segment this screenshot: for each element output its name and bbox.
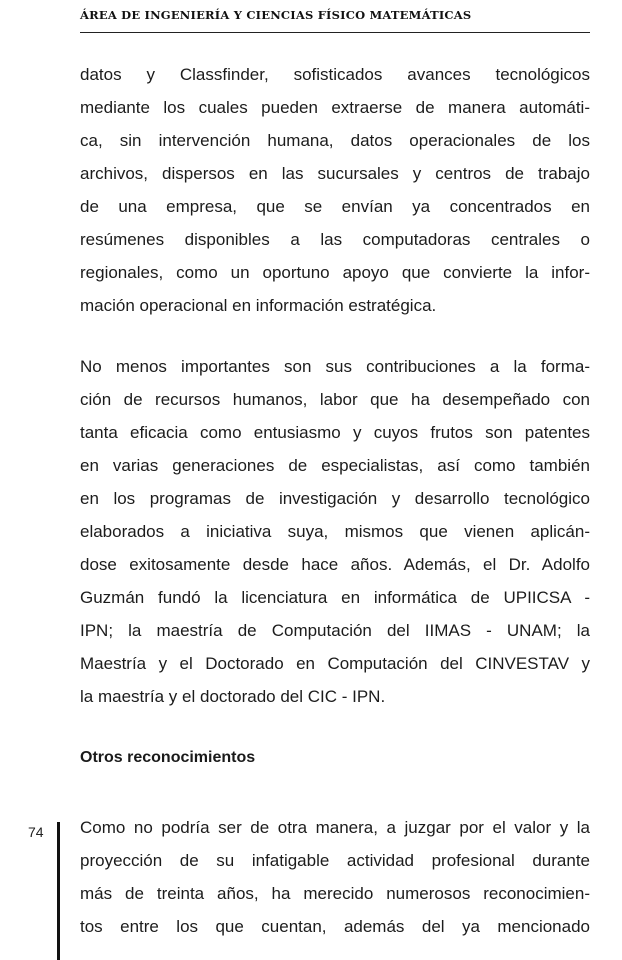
paragraph-line: regionales, como un oportuno apoyo que convierte la infor- [80,263,590,282]
margin-bar [57,822,60,960]
paragraph-line: ción de recursos humanos, labor que ha desempeñado con [80,390,590,409]
paragraph-line: resúmenes disponibles a las computadoras centrales o [80,230,590,249]
paragraph-line: IPN; la maestría de Computación del IIMAS - UNAM; la [80,621,590,640]
paragraph-line: tos entre los que cuentan, además del ya mencionado [80,917,590,936]
paragraph-line: Como no podría ser de otra manera, a juzgar por el valor y la [80,818,590,837]
running-header-title: ÁREA DE INGENIERÍA Y CIENCIAS FÍSICO MATEMÁTICAS [80,8,472,22]
paragraph-line: tanta eficacia como entusiasmo y cuyos frutos son patentes [80,423,590,442]
paragraph-line: mación operacional en información estratégica. [80,296,437,315]
paragraph-1 [80,58,590,322]
paragraph-line: más de treinta años, ha merecido numerosos reconocimien- [80,884,590,903]
paragraph-line: Guzmán fundó la licenciatura en informática de UPIICSA - [80,588,590,607]
paragraph-line: mediante los cuales pueden extraerse de manera automáti- [80,98,590,117]
paragraph-line: en varias generaciones de especialistas, así como también [80,456,590,475]
header-divider [80,32,590,33]
paragraph-3 [80,811,590,943]
paragraph-line: ca, sin intervención humana, datos operacionales de los [80,131,590,150]
paragraph-line: en los programas de investigación y desarrollo tecnológico [80,489,590,508]
paragraph-line: Maestría y el Doctorado en Computación del CINVESTAV y [80,654,590,673]
paragraph-line: elaborados a iniciativa suya, mismos que vienen aplicán- [80,522,590,541]
paragraph-line: No menos importantes son sus contribuciones a la forma- [80,357,590,376]
section-heading: Otros reconocimientos [80,749,256,766]
paragraph-line: proyección de su infatigable actividad profesional durante [80,851,590,870]
paragraph-line: la maestría y el doctorado del CIC - IPN. [80,687,386,706]
paragraph-line: dose exitosamente desde hace años. Además, el Dr. Adolfo [80,555,590,574]
paragraph-2 [80,350,590,713]
page-number: 74 [28,824,44,840]
paragraph-line: archivos, dispersos en las sucursales y centros de trabajo [80,164,590,183]
paragraph-line: de una empresa, que se envían ya concentrados en [80,197,590,216]
paragraph-line: datos y Classfinder, sofisticados avances tecnológicos [80,65,590,84]
